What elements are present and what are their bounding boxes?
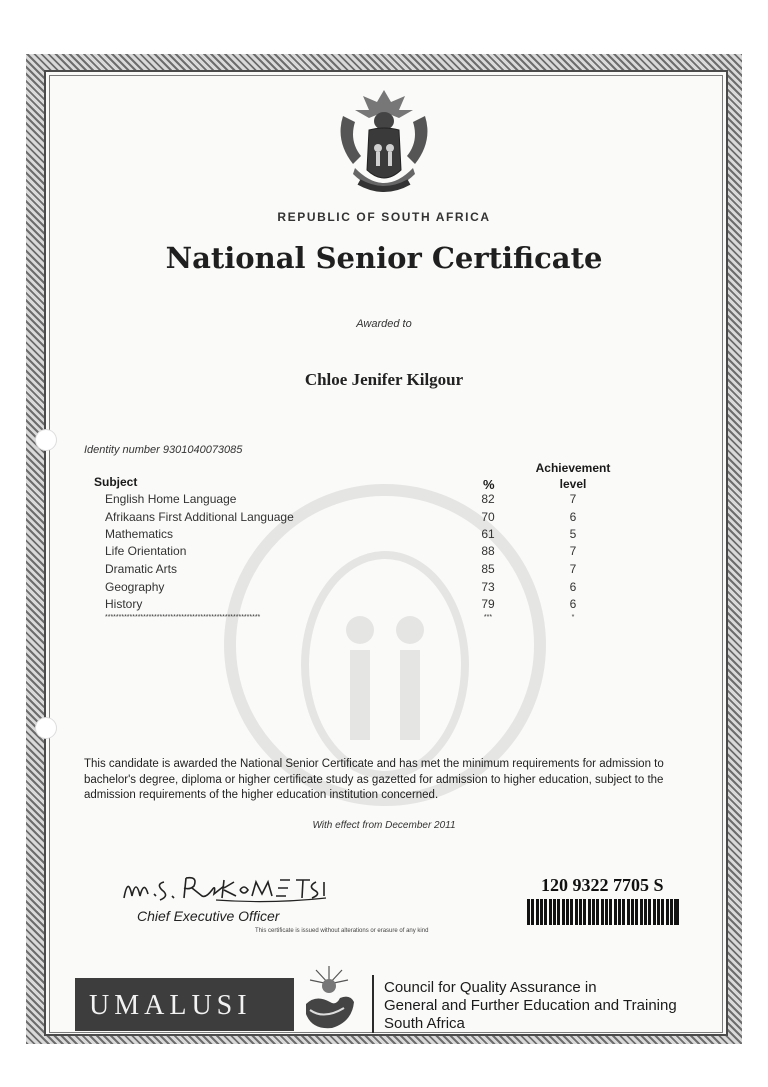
subject-percent: 79 xyxy=(481,597,495,611)
subject-level: 5 xyxy=(569,527,577,541)
recipient-name: Chloe Jenifer Kilgour xyxy=(304,370,464,389)
subject-level: 7 xyxy=(569,562,577,576)
subject-level: 6 xyxy=(569,597,577,611)
council-name xyxy=(384,979,677,1033)
subject-percent: 70 xyxy=(481,510,495,524)
awarded-to-label: Awarded to xyxy=(356,318,412,330)
table-row xyxy=(0,492,768,510)
subject-percent: 85 xyxy=(481,562,495,576)
table-row xyxy=(0,510,768,528)
subject-name: Mathematics xyxy=(105,527,174,541)
subject-level: 7 xyxy=(569,492,577,506)
table-row xyxy=(0,597,768,615)
umalusi-emblem-icon xyxy=(296,964,362,1034)
identity-number: Identity number 9301040073085 xyxy=(84,444,243,456)
achievement-column-header xyxy=(518,460,628,492)
signatory-title: Chief Executive Officer xyxy=(137,908,280,924)
subject-percent: 82 xyxy=(481,492,495,506)
punch-hole xyxy=(36,430,56,450)
achievement-header-line2: level xyxy=(559,477,587,491)
subject-name: Geography xyxy=(105,580,165,594)
barcode-icon xyxy=(527,899,679,925)
subject-level: 6 xyxy=(569,510,577,524)
subject-name: English Home Language xyxy=(105,492,237,506)
table-row xyxy=(0,580,768,598)
certificate-title: National Senior Certificate xyxy=(165,241,603,275)
subject-name: Life Orientation xyxy=(105,544,187,558)
punch-hole xyxy=(36,718,56,738)
subject-level: 7 xyxy=(569,544,577,558)
table-row xyxy=(0,544,768,562)
percent-column-header: % xyxy=(483,477,495,492)
table-row xyxy=(0,527,768,545)
council-line-2: General and Further Education and Training xyxy=(384,997,677,1014)
coat-of-arms-icon xyxy=(333,86,435,204)
subject-name: History xyxy=(105,597,143,611)
subject-name: Afrikaans First Additional Language xyxy=(105,510,294,524)
admission-statement: This candidate is awarded the National Senior Certificate and has met the minimum requirements for admission to bachelor's degree, diploma or higher certificate study as gazetted for admission to higher education, subject to the admission requirements of the higher education institution concerned. xyxy=(84,758,664,801)
certificate-number: 120 9322 7705 S xyxy=(541,875,664,895)
subject-percent: 61 xyxy=(481,527,495,541)
table-row xyxy=(0,562,768,580)
level-filler: * xyxy=(571,614,575,621)
country-heading: REPUBLIC OF SOUTH AFRICA xyxy=(277,210,491,224)
footer-divider xyxy=(372,975,374,1033)
subject-percent: 73 xyxy=(481,580,495,594)
council-line-1: Council for Quality Assurance in xyxy=(384,979,597,996)
effective-date: With effect from December 2011 xyxy=(312,820,456,831)
council-line-3: South Africa xyxy=(384,1015,465,1032)
percent-filler: *** xyxy=(483,614,493,621)
fine-print: This certificate is issued without alterations or erasure of any kind xyxy=(255,928,429,934)
subject-level: 6 xyxy=(569,580,577,594)
umalusi-logo-text: UMALUSI xyxy=(89,990,252,1021)
achievement-header-line1: Achievement xyxy=(535,461,611,475)
subject-name: Dramatic Arts xyxy=(105,562,178,576)
table-row-filler xyxy=(0,614,768,632)
subject-column-header: Subject xyxy=(94,475,138,489)
subject-percent: 88 xyxy=(481,544,495,558)
signature xyxy=(120,870,330,908)
subject-filler: ********************************************************* xyxy=(105,614,261,621)
